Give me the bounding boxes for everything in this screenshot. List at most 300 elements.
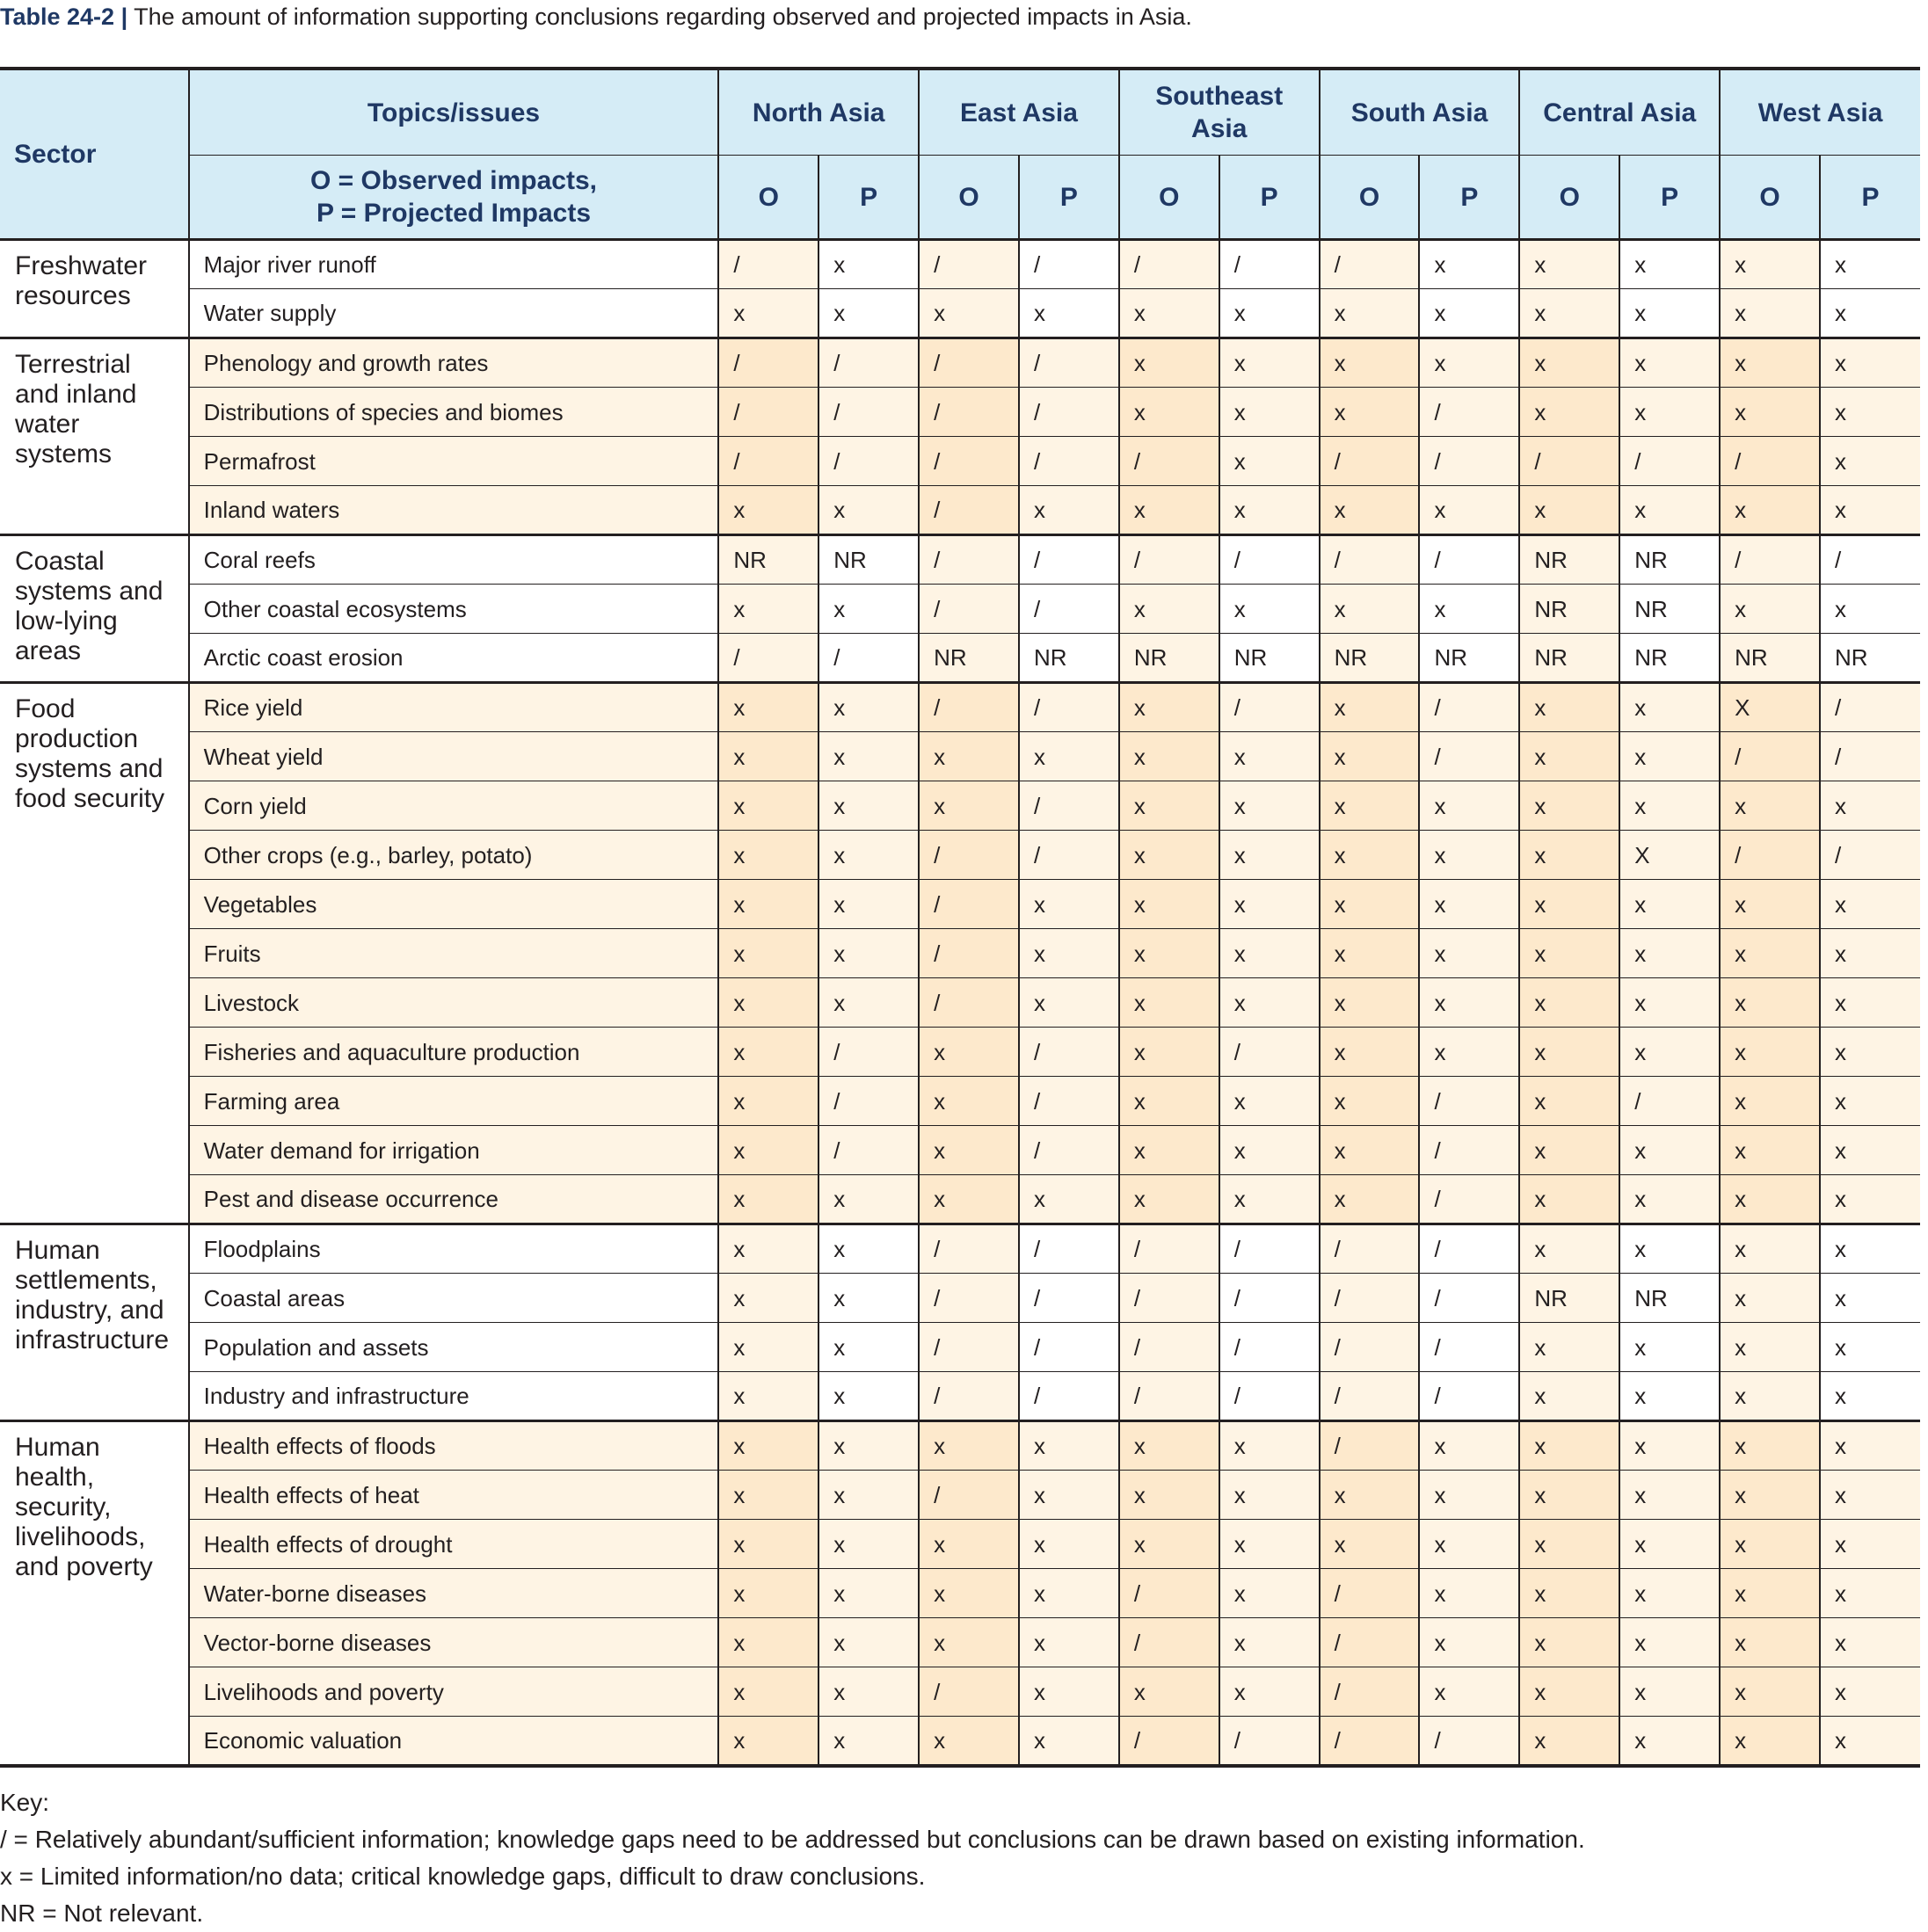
projected-value-cell: NR <box>1419 634 1519 683</box>
observed-value-cell: / <box>919 929 1019 978</box>
observed-value-cell: / <box>1320 1372 1420 1421</box>
observed-value-cell: x <box>718 1274 818 1323</box>
observed-value-cell: / <box>1320 1667 1420 1717</box>
projected-value-cell: x <box>1419 1028 1519 1077</box>
projected-value-cell: x <box>1219 880 1320 929</box>
observed-value-cell: x <box>718 831 818 880</box>
observed-value-cell: x <box>1519 1569 1619 1618</box>
projected-value-cell: x <box>1820 1569 1920 1618</box>
projected-value-cell: / <box>1019 683 1119 732</box>
projected-value-cell: x <box>1019 1520 1119 1569</box>
projected-value-cell: x <box>1219 289 1320 338</box>
observed-value-cell: NR <box>1320 634 1420 683</box>
projected-value-cell: x <box>1619 1471 1720 1520</box>
projected-value-cell: x <box>1419 1471 1519 1520</box>
projected-value-cell: x <box>1820 1520 1920 1569</box>
observed-value-cell: / <box>1320 1569 1420 1618</box>
projected-value-cell: x <box>818 1274 919 1323</box>
sector-cell: Coastal systems and low-lying areas <box>0 535 189 683</box>
observed-value-cell: x <box>1519 781 1619 831</box>
observed-value-cell: / <box>919 240 1019 289</box>
observed-value-cell: x <box>1519 732 1619 781</box>
observed-value-cell: x <box>1720 388 1820 437</box>
observed-value-cell: / <box>1320 437 1420 486</box>
observed-value-cell: / <box>1119 535 1219 585</box>
topics-header: Topics/issues <box>189 69 719 156</box>
projected-value-cell: / <box>1219 240 1320 289</box>
table-row <box>0 1175 1920 1224</box>
projected-value-cell: / <box>1219 1323 1320 1372</box>
projected-value-cell: X <box>1619 831 1720 880</box>
observed-value-cell: / <box>1320 1274 1420 1323</box>
table-row <box>0 1421 1920 1471</box>
projected-value-cell: x <box>1419 929 1519 978</box>
observed-value-cell: x <box>1519 929 1619 978</box>
topic-cell: Inland waters <box>189 486 719 535</box>
observed-value-cell: x <box>1320 1471 1420 1520</box>
observed-value-cell: x <box>1720 1717 1820 1766</box>
observed-value-cell: / <box>919 1372 1019 1421</box>
sector-cell: Terrestrial and inland water systems <box>0 338 189 535</box>
table-row <box>0 880 1920 929</box>
projected-value-cell: x <box>818 289 919 338</box>
observed-value-cell: x <box>1320 585 1420 634</box>
topic-cell: Coastal areas <box>189 1274 719 1323</box>
observed-value-cell: x <box>1320 338 1420 388</box>
topic-cell: Health effects of heat <box>189 1471 719 1520</box>
impacts-table <box>0 67 1920 1768</box>
projected-value-cell: x <box>1820 240 1920 289</box>
table-row <box>0 585 1920 634</box>
projected-value-cell: x <box>1820 1028 1920 1077</box>
projected-value-cell: x <box>1019 1569 1119 1618</box>
topic-cell: Industry and infrastructure <box>189 1372 719 1421</box>
projected-value-cell: x <box>1820 1717 1920 1766</box>
key-line-x: x = Limited information/no data; critical knowledge gaps, difficult to draw conclusions. <box>0 1863 926 1890</box>
projected-value-cell: x <box>1419 978 1519 1028</box>
observed-value-cell: x <box>718 486 818 535</box>
projected-value-cell: x <box>1820 289 1920 338</box>
observed-value-cell: / <box>718 338 818 388</box>
projected-value-cell: / <box>1419 1372 1519 1421</box>
observed-value-cell: / <box>919 683 1019 732</box>
projected-value-cell: x <box>1219 781 1320 831</box>
projected-value-cell: NR <box>1619 535 1720 585</box>
projected-value-cell: x <box>1619 486 1720 535</box>
topic-cell: Wheat yield <box>189 732 719 781</box>
observed-value-cell: x <box>1519 1421 1619 1471</box>
observed-value-cell: / <box>1320 240 1420 289</box>
projected-value-cell: x <box>1820 1126 1920 1175</box>
observed-value-cell: x <box>718 1520 818 1569</box>
observed-value-cell: x <box>919 1520 1019 1569</box>
projected-value-cell: x <box>1619 1224 1720 1274</box>
projected-value-cell: / <box>1219 683 1320 732</box>
observed-value-cell: x <box>1720 338 1820 388</box>
projected-value-cell: / <box>1019 1323 1119 1372</box>
projected-subheader: P <box>1820 156 1920 240</box>
observed-value-cell: x <box>1320 732 1420 781</box>
projected-value-cell: x <box>1820 1077 1920 1126</box>
projected-value-cell: / <box>1619 437 1720 486</box>
observed-value-cell: x <box>1720 289 1820 338</box>
observed-value-cell: / <box>919 1224 1019 1274</box>
observed-value-cell: x <box>718 781 818 831</box>
projected-value-cell: x <box>1619 1372 1720 1421</box>
topic-cell: Health effects of floods <box>189 1421 719 1471</box>
observed-value-cell: / <box>1320 1717 1420 1766</box>
observed-subheader: O <box>1320 156 1420 240</box>
observed-value-cell: x <box>1320 486 1420 535</box>
projected-value-cell: x <box>818 831 919 880</box>
observed-value-cell: x <box>718 1667 818 1717</box>
observed-value-cell: x <box>718 978 818 1028</box>
observed-value-cell: x <box>1720 978 1820 1028</box>
projected-value-cell: NR <box>1619 585 1720 634</box>
projected-value-cell: x <box>1619 683 1720 732</box>
observed-value-cell: x <box>919 1717 1019 1766</box>
table-row <box>0 1077 1920 1126</box>
observed-value-cell: / <box>1119 1717 1219 1766</box>
topic-cell: Livelihoods and poverty <box>189 1667 719 1717</box>
observed-value-cell: x <box>1119 880 1219 929</box>
table-row <box>0 1224 1920 1274</box>
projected-value-cell: / <box>818 1077 919 1126</box>
observed-value-cell: x <box>718 1421 818 1471</box>
projected-value-cell: / <box>1019 1224 1119 1274</box>
observed-value-cell: / <box>919 880 1019 929</box>
topic-cell: Floodplains <box>189 1224 719 1274</box>
table-key <box>0 1784 1928 1932</box>
observed-value-cell: x <box>1119 585 1219 634</box>
key-title: Key: <box>0 1789 50 1816</box>
observed-value-cell: x <box>1320 978 1420 1028</box>
projected-value-cell: x <box>1019 929 1119 978</box>
projected-value-cell: x <box>1219 1618 1320 1667</box>
projected-value-cell: x <box>1219 1077 1320 1126</box>
observed-value-cell: x <box>718 1618 818 1667</box>
projected-subheader: P <box>1419 156 1519 240</box>
observed-value-cell: NR <box>1519 535 1619 585</box>
table-row <box>0 437 1920 486</box>
observed-value-cell: x <box>718 1323 818 1372</box>
projected-value-cell: x <box>1419 1667 1519 1717</box>
observed-value-cell: x <box>1720 240 1820 289</box>
observed-value-cell: x <box>718 1224 818 1274</box>
projected-value-cell: / <box>1419 1126 1519 1175</box>
projected-value-cell: / <box>1419 1274 1519 1323</box>
projected-value-cell: / <box>1019 437 1119 486</box>
topic-cell: Rice yield <box>189 683 719 732</box>
projected-value-cell: x <box>1820 1372 1920 1421</box>
projected-value-cell: / <box>1419 732 1519 781</box>
projected-value-cell: x <box>1820 338 1920 388</box>
projected-value-cell: x <box>1219 338 1320 388</box>
observed-value-cell: x <box>1320 1175 1420 1224</box>
projected-value-cell: x <box>1820 1224 1920 1274</box>
observed-value-cell: x <box>1519 831 1619 880</box>
projected-value-cell: x <box>1419 486 1519 535</box>
observed-value-cell: x <box>1320 929 1420 978</box>
projected-value-cell: x <box>1619 1717 1720 1766</box>
projected-value-cell: / <box>1019 1077 1119 1126</box>
projected-value-cell: / <box>1219 1224 1320 1274</box>
projected-value-cell: x <box>1219 1175 1320 1224</box>
table-label: Table 24-2 <box>0 4 115 30</box>
observed-value-cell: x <box>1519 1224 1619 1274</box>
projected-value-cell: x <box>1219 486 1320 535</box>
observed-value-cell: / <box>1320 1421 1420 1471</box>
legend-header <box>189 156 719 240</box>
observed-value-cell: x <box>1519 1520 1619 1569</box>
table-row <box>0 1569 1920 1618</box>
observed-value-cell: x <box>718 1471 818 1520</box>
projected-value-cell: / <box>1419 1224 1519 1274</box>
projected-value-cell: x <box>1820 1175 1920 1224</box>
observed-value-cell: x <box>1720 1618 1820 1667</box>
projected-value-cell: x <box>1619 1618 1720 1667</box>
observed-value-cell: x <box>718 929 818 978</box>
projected-value-cell: x <box>1019 732 1119 781</box>
projected-subheader: P <box>818 156 919 240</box>
table-row <box>0 535 1920 585</box>
observed-value-cell: x <box>1519 1175 1619 1224</box>
observed-value-cell: x <box>1119 388 1219 437</box>
projected-value-cell: / <box>1019 1028 1119 1077</box>
projected-value-cell: x <box>818 781 919 831</box>
projected-value-cell: NR <box>1019 634 1119 683</box>
projected-value-cell: x <box>1219 732 1320 781</box>
observed-value-cell: / <box>1119 1569 1219 1618</box>
region-header-north-asia: North Asia <box>718 69 919 156</box>
projected-value-cell: / <box>1219 1028 1320 1077</box>
observed-value-cell: / <box>919 978 1019 1028</box>
observed-value-cell: x <box>1320 781 1420 831</box>
topic-cell: Health effects of drought <box>189 1520 719 1569</box>
observed-value-cell: x <box>1119 732 1219 781</box>
observed-value-cell: x <box>1119 1175 1219 1224</box>
projected-value-cell: x <box>1820 1471 1920 1520</box>
observed-value-cell: x <box>919 1028 1019 1077</box>
observed-value-cell: NR <box>1519 1274 1619 1323</box>
table-row <box>0 1667 1920 1717</box>
projected-value-cell: x <box>1619 1520 1720 1569</box>
projected-value-cell: x <box>1619 978 1720 1028</box>
topic-cell: Water supply <box>189 289 719 338</box>
observed-value-cell: / <box>1720 437 1820 486</box>
projected-value-cell: x <box>818 486 919 535</box>
observed-value-cell: x <box>1720 1667 1820 1717</box>
projected-value-cell: x <box>1820 437 1920 486</box>
topic-cell: Pest and disease occurrence <box>189 1175 719 1224</box>
observed-value-cell: / <box>919 585 1019 634</box>
observed-value-cell: x <box>718 1175 818 1224</box>
observed-value-cell: x <box>1119 1421 1219 1471</box>
topic-cell: Farming area <box>189 1077 719 1126</box>
key-line-slash: / = Relatively abundant/sufficient information; knowledge gaps need to be addressed but conclusions can be drawn based on existing information. <box>0 1826 1585 1853</box>
observed-value-cell: / <box>1119 437 1219 486</box>
projected-value-cell: / <box>1019 1372 1119 1421</box>
projected-value-cell: x <box>818 1323 919 1372</box>
observed-value-cell: / <box>919 486 1019 535</box>
observed-value-cell: x <box>919 732 1019 781</box>
projected-value-cell: / <box>1219 1274 1320 1323</box>
observed-value-cell: x <box>1720 1421 1820 1471</box>
projected-value-cell: x <box>1419 289 1519 338</box>
projected-subheader: P <box>1619 156 1720 240</box>
projected-value-cell: x <box>1419 240 1519 289</box>
observed-value-cell: / <box>919 1274 1019 1323</box>
observed-value-cell: x <box>1320 1028 1420 1077</box>
observed-value-cell: x <box>1519 1471 1619 1520</box>
observed-value-cell: / <box>1320 1618 1420 1667</box>
projected-value-cell: / <box>1219 535 1320 585</box>
observed-value-cell: x <box>1519 1126 1619 1175</box>
observed-value-cell: / <box>1119 1274 1219 1323</box>
projected-value-cell: x <box>1820 1421 1920 1471</box>
observed-value-cell: x <box>718 585 818 634</box>
topic-cell: Water demand for irrigation <box>189 1126 719 1175</box>
observed-value-cell: / <box>1119 1224 1219 1274</box>
observed-value-cell: / <box>1119 240 1219 289</box>
observed-projected-header-row <box>0 156 1920 240</box>
observed-value-cell: x <box>1119 289 1219 338</box>
projected-value-cell: x <box>1419 781 1519 831</box>
observed-subheader: O <box>919 156 1019 240</box>
topic-cell: Vegetables <box>189 880 719 929</box>
observed-value-cell: x <box>919 1421 1019 1471</box>
observed-value-cell: x <box>1519 1618 1619 1667</box>
observed-value-cell: / <box>919 338 1019 388</box>
projected-value-cell: / <box>818 1126 919 1175</box>
observed-value-cell: x <box>718 1717 818 1766</box>
observed-value-cell: / <box>919 1471 1019 1520</box>
table-row <box>0 1274 1920 1323</box>
projected-value-cell: x <box>1619 1323 1720 1372</box>
legend-line-observed: O = Observed impacts, <box>310 166 597 195</box>
table-row <box>0 486 1920 535</box>
observed-value-cell: / <box>1119 1323 1219 1372</box>
projected-value-cell: x <box>1219 1569 1320 1618</box>
impacts-table-container <box>0 67 1920 1768</box>
observed-value-cell: x <box>718 1028 818 1077</box>
projected-value-cell: x <box>1019 978 1119 1028</box>
topic-cell: Economic valuation <box>189 1717 719 1766</box>
sector-cell: Freshwater resources <box>0 240 189 338</box>
projected-value-cell: x <box>1619 338 1720 388</box>
projected-value-cell: x <box>818 1520 919 1569</box>
region-header-southeast-asia: Southeast Asia <box>1119 69 1320 156</box>
observed-value-cell: x <box>1119 929 1219 978</box>
projected-value-cell: / <box>1419 437 1519 486</box>
observed-value-cell: x <box>1119 1126 1219 1175</box>
observed-value-cell: x <box>919 781 1019 831</box>
observed-subheader: O <box>1119 156 1219 240</box>
topic-cell: Fruits <box>189 929 719 978</box>
projected-value-cell: x <box>1619 240 1720 289</box>
projected-value-cell: x <box>1219 1126 1320 1175</box>
topic-cell: Arctic coast erosion <box>189 634 719 683</box>
observed-value-cell: x <box>1519 338 1619 388</box>
projected-value-cell: x <box>818 732 919 781</box>
projected-value-cell: x <box>1619 1569 1720 1618</box>
projected-value-cell: x <box>1820 486 1920 535</box>
observed-value-cell: / <box>1720 535 1820 585</box>
topic-cell: Water-borne diseases <box>189 1569 719 1618</box>
observed-value-cell: x <box>1720 880 1820 929</box>
projected-value-cell: / <box>1419 1175 1519 1224</box>
projected-value-cell: x <box>1219 585 1320 634</box>
observed-subheader: O <box>718 156 818 240</box>
observed-value-cell: x <box>919 1569 1019 1618</box>
projected-value-cell: x <box>1019 1421 1119 1471</box>
projected-value-cell: / <box>1019 388 1119 437</box>
observed-value-cell: / <box>718 388 818 437</box>
projected-value-cell: x <box>1820 781 1920 831</box>
projected-value-cell: x <box>1019 289 1119 338</box>
observed-value-cell: x <box>1320 1520 1420 1569</box>
observed-value-cell: X <box>1720 683 1820 732</box>
table-row <box>0 781 1920 831</box>
projected-value-cell: / <box>1019 535 1119 585</box>
observed-value-cell: / <box>919 437 1019 486</box>
observed-value-cell: NR <box>919 634 1019 683</box>
projected-value-cell: x <box>1419 1520 1519 1569</box>
projected-value-cell: x <box>1219 388 1320 437</box>
projected-value-cell: x <box>1219 929 1320 978</box>
table-row <box>0 683 1920 732</box>
table-row <box>0 240 1920 289</box>
table-row <box>0 831 1920 880</box>
observed-value-cell: x <box>718 1126 818 1175</box>
legend-line-projected: P = Projected Impacts <box>316 199 592 228</box>
observed-value-cell: x <box>1720 1028 1820 1077</box>
projected-value-cell: x <box>1619 880 1720 929</box>
projected-value-cell: x <box>1419 1421 1519 1471</box>
table-row <box>0 1717 1920 1766</box>
observed-value-cell: / <box>718 437 818 486</box>
projected-value-cell: x <box>1219 1421 1320 1471</box>
observed-value-cell: NR <box>1519 634 1619 683</box>
table-caption <box>0 0 1928 35</box>
projected-value-cell: x <box>1820 1274 1920 1323</box>
observed-value-cell: x <box>1320 1126 1420 1175</box>
observed-value-cell: x <box>919 1077 1019 1126</box>
observed-value-cell: x <box>1720 1077 1820 1126</box>
observed-value-cell: x <box>1720 1224 1820 1274</box>
topic-cell: Fisheries and aquaculture production <box>189 1028 719 1077</box>
projected-value-cell: / <box>818 634 919 683</box>
observed-value-cell: x <box>1119 1520 1219 1569</box>
projected-value-cell: x <box>1019 880 1119 929</box>
projected-value-cell: x <box>1219 1520 1320 1569</box>
projected-value-cell: x <box>1820 978 1920 1028</box>
observed-value-cell: x <box>1720 486 1820 535</box>
observed-value-cell: / <box>1720 831 1820 880</box>
projected-value-cell: x <box>818 1569 919 1618</box>
observed-value-cell: x <box>1119 486 1219 535</box>
projected-value-cell: x <box>1619 1667 1720 1717</box>
observed-value-cell: x <box>1519 1323 1619 1372</box>
projected-value-cell: / <box>818 1028 919 1077</box>
sector-header: Sector <box>0 69 189 240</box>
topic-cell: Permafrost <box>189 437 719 486</box>
projected-value-cell: / <box>1019 1274 1119 1323</box>
table-row <box>0 388 1920 437</box>
observed-value-cell: x <box>919 1618 1019 1667</box>
caption-text: The amount of information supporting conclusions regarding observed and projected impacts in Asia. <box>134 4 1192 30</box>
sector-cell: Human settlements, industry, and infrastructure <box>0 1224 189 1421</box>
